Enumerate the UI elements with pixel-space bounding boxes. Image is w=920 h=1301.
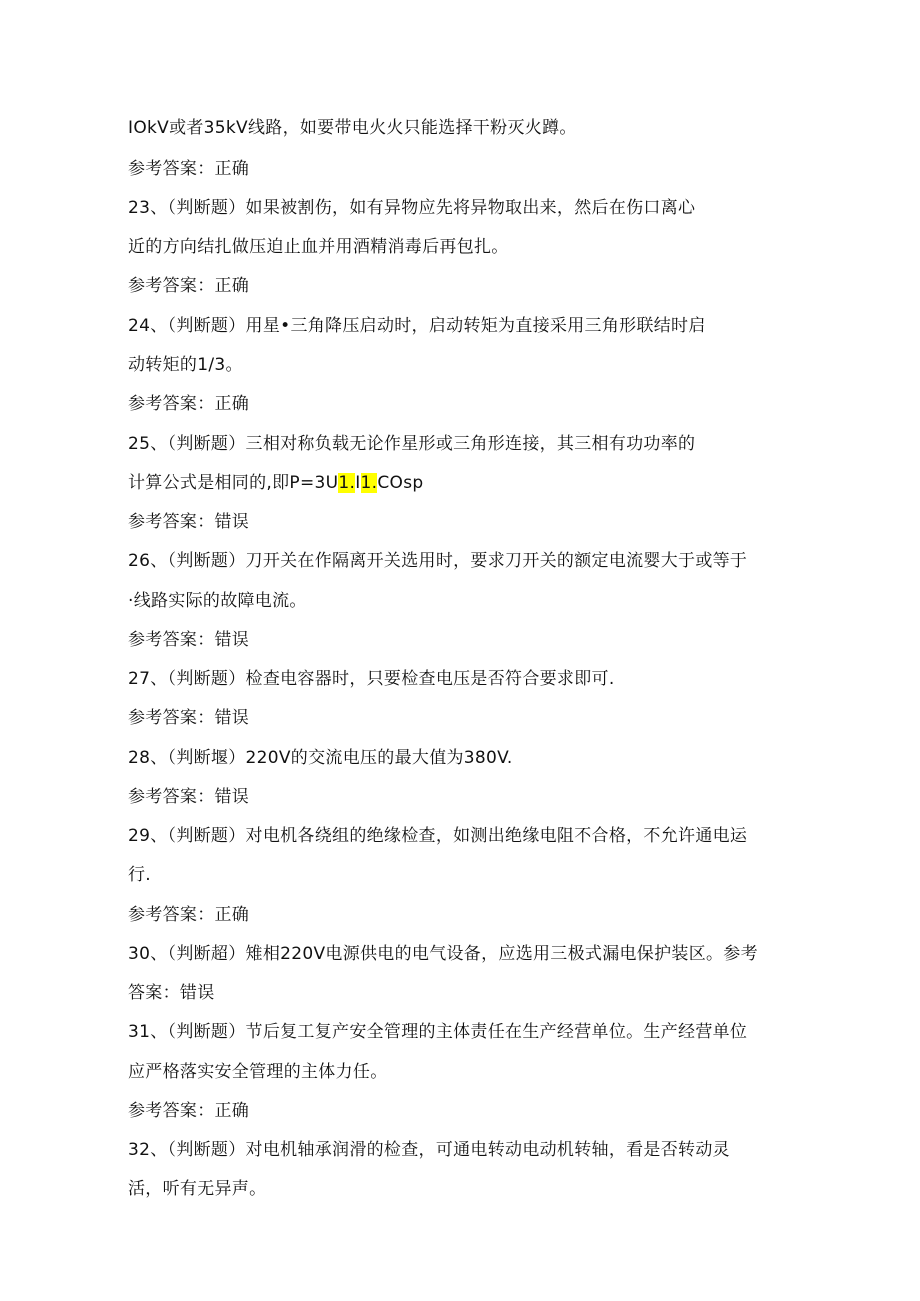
formula-prefix: 计算公式是相同的,即P=3U — [128, 473, 339, 493]
question-29-line-2: 行. — [128, 865, 152, 885]
question-30-line-1: 30、（判断超）雉相220V电源供电的电气设备，应选用三极式漏电保护装区。参考 — [128, 944, 758, 964]
question-23-line-2: 近的方向结扎做压迫止血并用酒精消毒后再包扎。 — [128, 237, 509, 257]
question-32-line-1: 32、（判断题）对电机轴承润滑的检查，可通电转动电动机转轴，看是否转动灵 — [128, 1140, 730, 1160]
answer-line-24: 参考答案：正确 — [128, 394, 250, 414]
text-line-01: IOkV或者35kV线路，如要带电火火只能选择干粉灭火蹲。 — [128, 118, 577, 138]
question-23-line-1: 23、（判断题）如果被割伤，如有异物应先将异物取出来，然后在伤口离心 — [128, 198, 696, 218]
question-25-line-1: 25、（判断题）三相对称负载无论作星形或三角形连接，其三相有功功率的 — [128, 434, 696, 454]
answer-line-28: 参考答案：错误 — [128, 787, 250, 807]
question-31-line-1: 31、（判断题）节后复工复产安全管理的主体责任在生产经营单位。生产经营单位 — [128, 1022, 748, 1042]
question-24-line-2: 动转矩的1/3。 — [128, 355, 243, 375]
answer-line-26: 参考答案：错误 — [128, 630, 250, 650]
question-27-line-1: 27、（判断题）检查电容器时，只要检查电压是否符合要求即可. — [128, 669, 615, 689]
answer-line-22: 参考答案：正确 — [128, 159, 250, 179]
answer-line-31: 参考答案：正确 — [128, 1101, 250, 1121]
question-31-line-2: 应严格落实安全管理的主体力任。 — [128, 1062, 388, 1082]
highlight-mark: 1. — [360, 473, 378, 493]
question-26-line-2: ·线路实际的故障电流。 — [128, 591, 307, 611]
question-26-line-1: 26、（判断题）刀开关在作隔离开关选用时，要求刀开关的额定电流婴大于或等于 — [128, 551, 748, 571]
question-25-formula-line — [128, 471, 423, 495]
answer-line-29: 参考答案：正确 — [128, 905, 250, 925]
question-32-line-2: 活，听有无异声。 — [128, 1179, 267, 1199]
answer-line-25: 参考答案：错误 — [128, 512, 250, 532]
question-29-line-1: 29、（判断题）对电机各绕组的绝缘检查，如测出绝缘电阻不合格，不允许通电运 — [128, 826, 748, 846]
highlight-mark: 1. — [338, 473, 356, 493]
answer-line-23: 参考答案：正确 — [128, 276, 250, 296]
formula-suffix: COsp — [377, 473, 424, 493]
answer-line-27: 参考答案：错误 — [128, 708, 250, 728]
formula-middle: I — [355, 473, 361, 493]
question-30-line-2: 答案：错误 — [128, 983, 215, 1003]
question-28-line-1: 28、（判断堰）220V的交流电压的最大值为380V. — [128, 748, 513, 768]
question-24-line-1: 24、（判断题）用星•三角降压启动时，启动转矩为直接采用三角形联结时启 — [128, 316, 706, 336]
